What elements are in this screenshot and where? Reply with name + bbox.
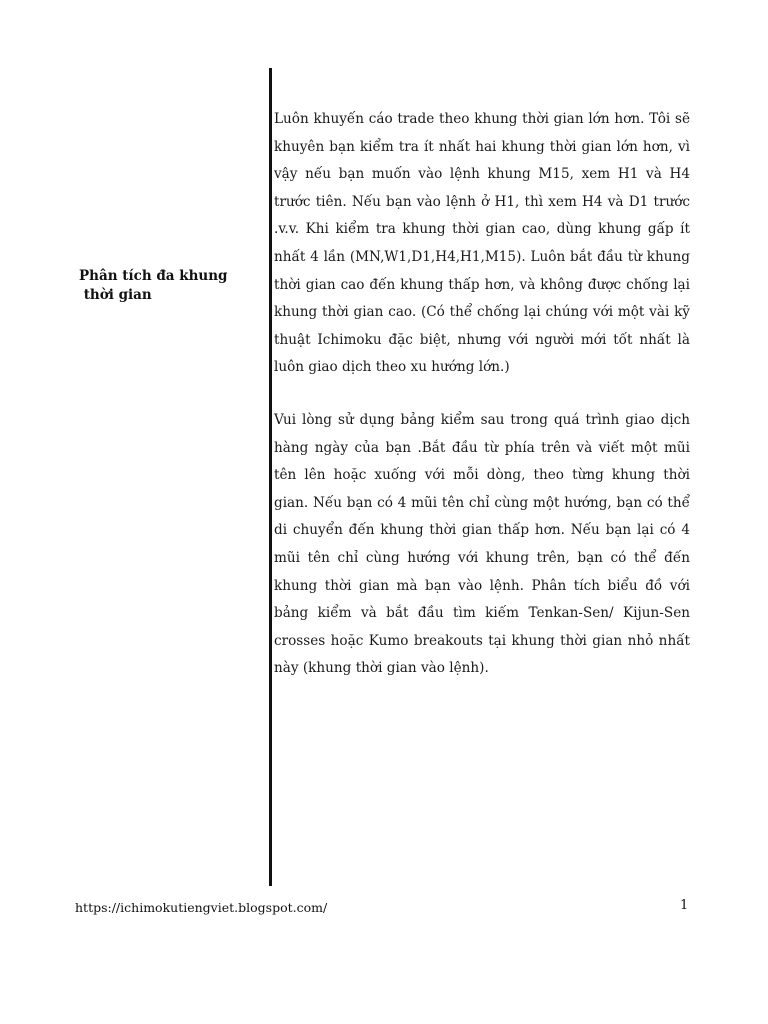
- vertical-divider: [269, 68, 272, 886]
- section-heading: [79, 267, 254, 305]
- section-heading-line-1: Phân tích đa khung: [79, 268, 228, 284]
- paragraph-1: Luôn khuyến cáo trade theo khung thời gian lớn hơn. Tôi sẽ khuyên bạn kiểm tra ít nhất hai khung thời gian lớn hơn, vì vậy nếu bạn muốn vào lệnh khung M15, xem H1 và H4 trước tiên. Nếu bạn vào lệnh ở H1, thì xem H4 và D1 trước .v.v. Khi kiểm tra khung thời gian cao, dùng khung gấp ít nhất 4 lần (MN,W1,D1,H4,H1,M15). Luôn bắt đầu từ khung thời gian cao đến khung thấp hơn, và không được chống lại khung thời gian cao. (Có thể chống lại chúng với một vài kỹ thuật Ichimoku đặc biệt, nhưng với người mới tốt nhất là luôn giao dịch theo xu hướng lớn.): [274, 111, 690, 376]
- paragraph-2: Vui lòng sử dụng bảng kiểm sau trong quá trình giao dịch hàng ngày của bạn .Bắt đầu từ phía trên và viết một mũi tên lên hoặc xuống với mỗi dòng, theo từng khung thời gian. Nếu bạn có 4 mũi tên chỉ cùng một hướng, bạn có thể di chuyển đến khung thời gian thấp hơn. Nếu bạn lại có 4 mũi tên chỉ cùng hướng với khung trên, bạn có thể đến khung thời gian mà bạn vào lệnh. Phân tích biểu đồ với bảng kiểm và bắt đầu tìm kiếm Tenkan-Sen/ Kijun-Sen crosses hoặc Kumo breakouts tại khung thời gian nhỏ nhất này (khung thời gian vào lệnh).: [274, 411, 690, 677]
- footer-url[interactable]: https://ichimokutiengviet.blogspot.com/: [75, 900, 328, 915]
- body-text: [274, 106, 690, 683]
- section-heading-line-2: thời gian: [79, 287, 152, 303]
- page-number: 1: [680, 898, 689, 913]
